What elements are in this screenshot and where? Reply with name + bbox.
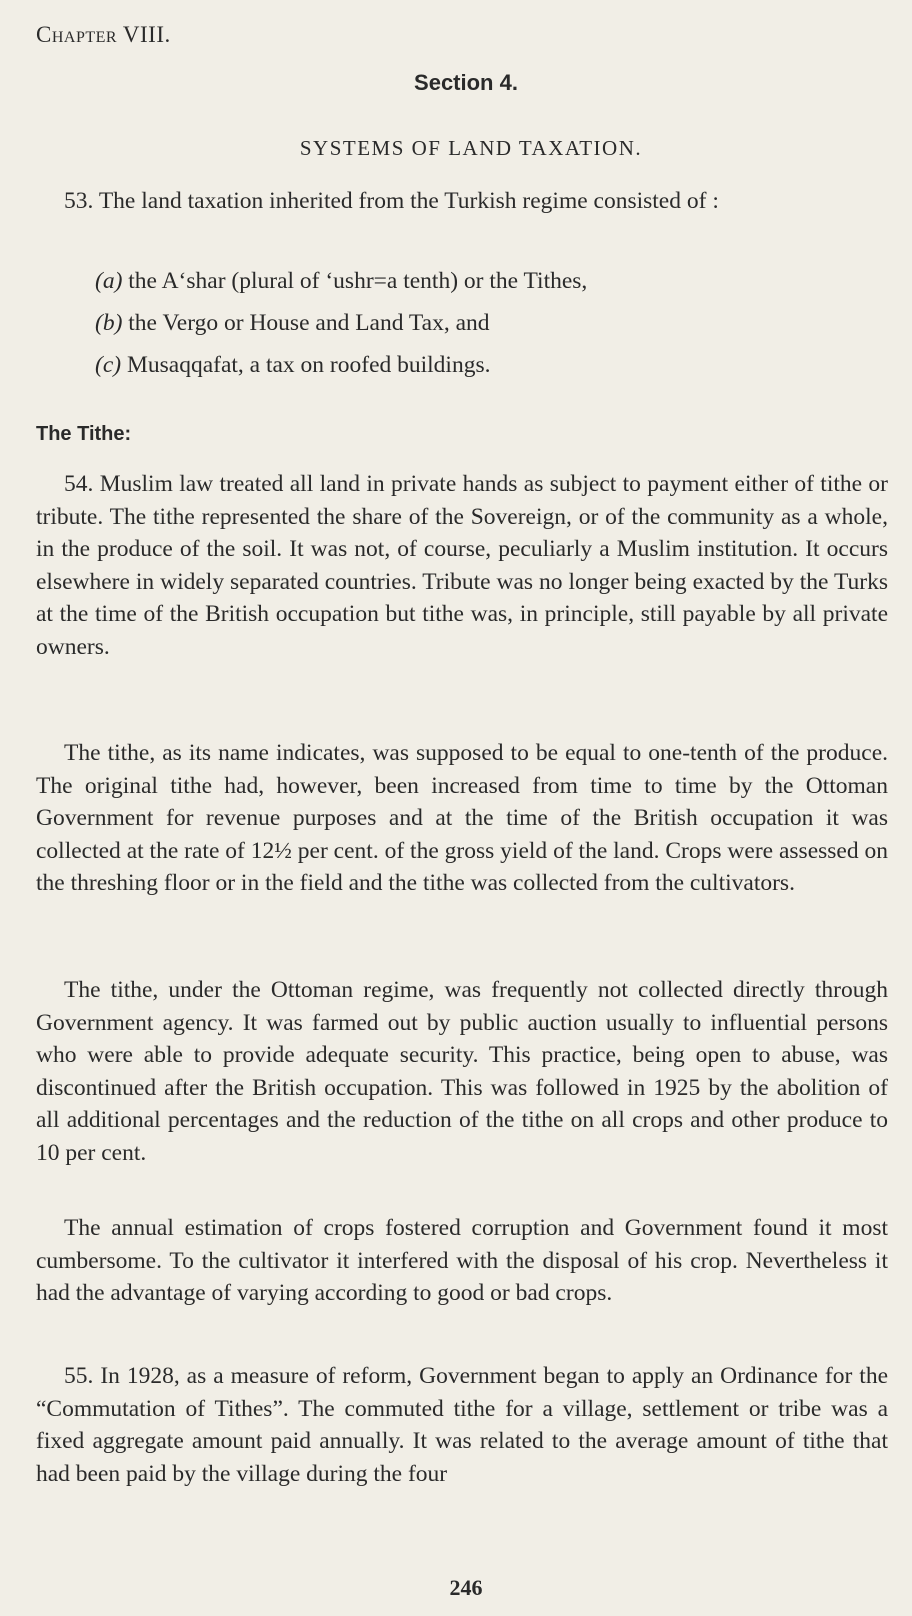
paragraph-53-text: 53. The land taxation inherited from the Turkish regime consisted of : <box>64 188 719 214</box>
paragraph-55 <box>36 1360 888 1490</box>
paragraph-annual-estimation <box>36 1212 888 1310</box>
list-marker-c: (c) <box>95 352 122 378</box>
list-marker-a: (a) <box>95 268 123 294</box>
list-item-a <box>95 268 587 295</box>
list-text-b: the Vergo or House and Land Tax, and <box>128 310 490 336</box>
paragraph-tithe-name-text: The tithe, as its name indicates, was supposed to be equal to one-tenth of the produce. The original tithe had, however, been increased from time to time by the Ottoman Government for revenue purposes and at the time of the British occupation it was collected at the rate of 12½ per cent. of the gross yield of the land. Crops were assessed on the threshing floor or in the field and the tithe was collected from the cultivators. <box>36 740 888 896</box>
paragraph-annual-estimation-text: The annual estimation of crops fostered corruption and Government found it most cumbersome. To the cultivator it interfered with the disposal of his crop. Nevertheless it had the advantage of varying according to good or bad crops. <box>36 1215 888 1306</box>
list-marker-b: (b) <box>95 310 123 336</box>
page-number: 246 <box>449 1575 483 1600</box>
list-item-b <box>95 310 490 337</box>
paragraph-53 <box>36 185 888 218</box>
list-item-c <box>95 352 490 379</box>
paragraph-tithe-name <box>36 737 888 900</box>
chapter-heading: Chapter VIII. <box>36 22 171 47</box>
subheading-tithe: The Tithe: <box>36 423 132 445</box>
section-title: SYSTEMS OF LAND TAXATION. <box>299 136 643 160</box>
paragraph-ottoman-regime-text: The tithe, under the Ottoman regime, was frequently not collected directly through Government agency. It was farmed out by public auction usually to influential persons who were able to provide adequate security. This practice, being open to abuse, was discontinued after the British occupation. This was followed in 1925 by the abolition of all additional percentages and the reduction of the tithe on all crops and other produce to 10 per cent. <box>36 977 888 1166</box>
paragraph-ottoman-regime <box>36 974 888 1169</box>
paragraph-54-text: 54. Muslim law treated all land in private hands as subject to payment either of tithe or tribute. The tithe represented the share of the Sovereign, or of the community as a whole, in the produce of the soil. It was not, of course, peculiarly a Muslim institution. It occurs elsewhere in widely separated countries. Tribute was no longer being exacted by the Turks at the time of the British occupation but tithe was, in principle, still payable by all private owners. <box>36 471 888 660</box>
paragraph-55-text: 55. In 1928, as a measure of reform, Government began to apply an Ordinance for the “Commutation of Tithes”. The commuted tithe for a village, settlement or tribe was a fixed aggregate amount paid annually. It was related to the average amount of tithe that had been paid by the village during the four <box>36 1363 888 1487</box>
section-heading: Section 4. <box>414 70 518 95</box>
list-text-a: the A‘shar (plural of ‘ushr=a tenth) or the Tithes, <box>128 268 588 294</box>
list-text-c: Musaqqafat, a tax on roofed buildings. <box>126 352 491 378</box>
paragraph-54 <box>36 468 888 663</box>
